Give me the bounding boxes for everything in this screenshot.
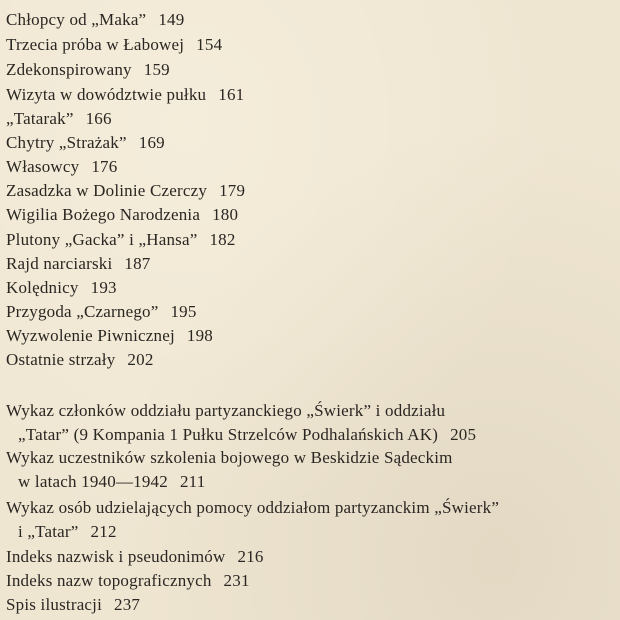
toc-entry	[6, 325, 213, 347]
toc-entry-page: 237	[114, 595, 141, 614]
toc-entry-page: 182	[209, 230, 236, 249]
toc-entry	[6, 253, 151, 275]
toc-entry-title: Zdekonspirowany	[6, 60, 132, 79]
toc-entry-title: „Tatar” (9 Kompania 1 Pułku Strzelców Podhalańskich AK)	[18, 425, 439, 444]
toc-entry	[6, 204, 238, 226]
toc-entry-title: Wykaz osób udzielających pomocy oddziałom partyzanckim „Świerk”	[6, 498, 500, 517]
toc-appendix-line	[6, 447, 453, 469]
toc-entry-title: w latach 1940—1942	[18, 472, 168, 491]
toc-entry-title: Plutony „Gacka” i „Hansa”	[6, 230, 198, 249]
toc-entry-title: Wyzwolenie Piwnicznej	[6, 326, 175, 345]
toc-entry-title: Trzecia próba w Łabowej	[6, 35, 185, 54]
toc-entry-title: Indeks nazwisk i pseudonimów	[6, 547, 226, 566]
toc-entry	[6, 156, 117, 178]
toc-entry-title: Wizyta w dowództwie pułku	[6, 85, 207, 104]
toc-entry-page: 198	[186, 326, 213, 345]
toc-entry-page: 202	[127, 350, 154, 369]
toc-entry-title: Spis ilustracji	[6, 595, 103, 614]
toc-entry-title: Kolędnicy	[6, 278, 79, 297]
toc-entry	[6, 132, 165, 154]
toc-entry-page: 179	[219, 181, 246, 200]
toc-entry-title: Własowcy	[6, 157, 80, 176]
toc-entry-page: 159	[143, 60, 170, 79]
toc-entry-page: 169	[138, 133, 165, 152]
toc-entry	[6, 59, 170, 81]
toc-entry	[6, 277, 117, 299]
toc-entry-page: 216	[237, 547, 264, 566]
toc-entry-page: 166	[85, 109, 112, 128]
toc-appendix-line	[18, 471, 205, 493]
toc-entry-title: Chłopcy od „Maka”	[6, 10, 147, 29]
toc-entry-title: Wigilia Bożego Narodzenia	[6, 205, 201, 224]
toc-entry-title: Ostatnie strzały	[6, 350, 116, 369]
toc-entry-page: 149	[158, 10, 185, 29]
toc-entry	[6, 108, 112, 130]
toc-entry-page: 161	[218, 85, 245, 104]
toc-appendix-line	[6, 400, 445, 422]
toc-entry-page: 205	[450, 425, 477, 444]
toc-entry	[6, 546, 264, 568]
toc-entry-title: Rajd narciarski	[6, 254, 113, 273]
toc-entry-page: 180	[212, 205, 239, 224]
toc-entry	[6, 594, 140, 616]
toc-entry-title: Chytry „Strażak”	[6, 133, 127, 152]
toc-entry-title: i „Tatar”	[18, 522, 79, 541]
toc-entry	[6, 570, 250, 592]
toc-entry-title: „Tatarak”	[6, 109, 74, 128]
toc-entry	[6, 301, 197, 323]
toc-entry-page: 154	[196, 35, 223, 54]
toc-appendix-line	[18, 424, 476, 446]
toc-entry	[6, 229, 236, 251]
toc-appendix-line	[18, 521, 117, 543]
toc-entry-page: 212	[90, 522, 117, 541]
toc-entry-page: 231	[223, 571, 250, 590]
toc-entry-title: Wykaz członków oddziału partyzanckiego „Świerk” i oddziału	[6, 401, 446, 420]
toc-entry	[6, 84, 244, 106]
toc-entry	[6, 9, 184, 31]
toc-appendix-line	[6, 497, 499, 519]
toc-entry	[6, 349, 154, 371]
toc-entry-page: 195	[170, 302, 197, 321]
toc-entry-page: 211	[179, 472, 206, 491]
toc-entry	[6, 180, 245, 202]
toc-entry	[6, 34, 222, 56]
toc-entry-title: Przygoda „Czarnego”	[6, 302, 159, 321]
toc-entry-page: 187	[124, 254, 151, 273]
toc-entry-title: Indeks nazw topograficznych	[6, 571, 212, 590]
toc-entry-title: Wykaz uczestników szkolenia bojowego w Beskidzie Sądeckim	[6, 448, 453, 467]
toc-entry-page: 193	[90, 278, 117, 297]
toc-entry-title: Zasadzka w Dolinie Czerczy	[6, 181, 208, 200]
toc-entry-page: 176	[91, 157, 118, 176]
